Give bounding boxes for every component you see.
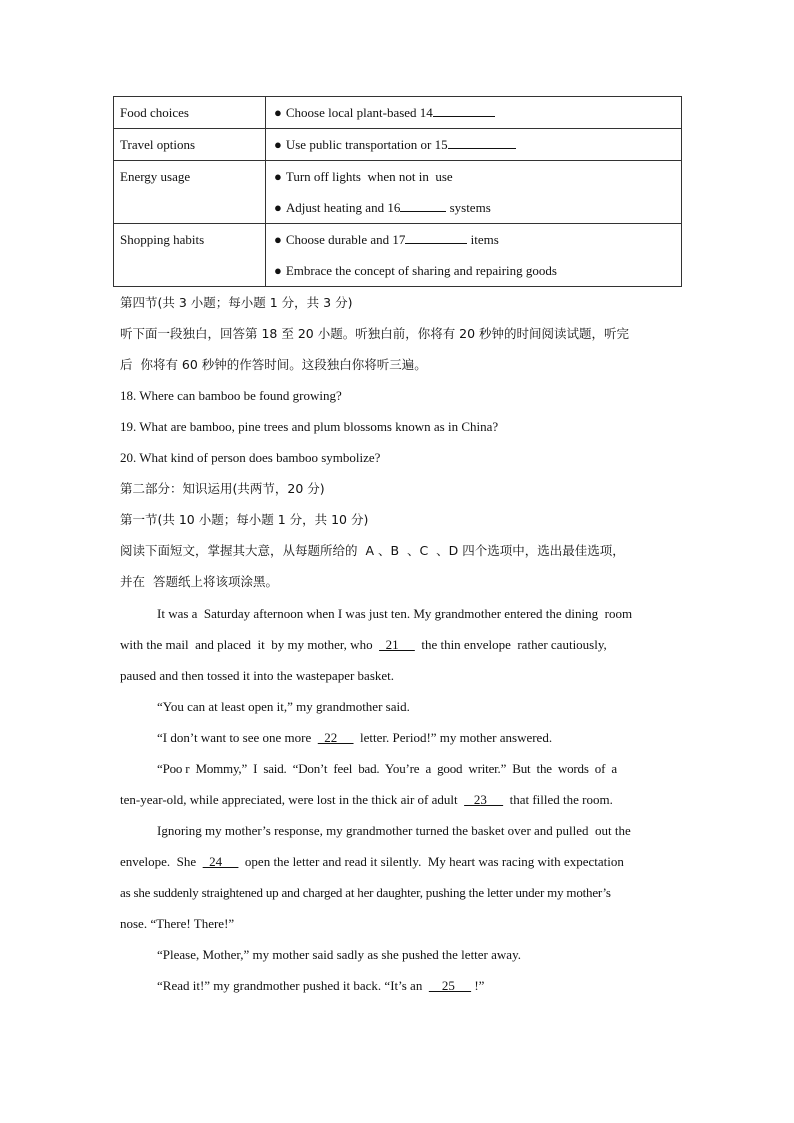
table-row: [114, 161, 682, 224]
category-label: Travel options: [120, 137, 195, 152]
action-text: Turn off lights when not in use: [285, 169, 453, 184]
passage-text: with the mail and placed it by my mother, who: [120, 637, 380, 652]
action-item: [274, 97, 681, 128]
section-heading: 第四节(共 3 小题；每小题 1 分，共 3 分): [120, 295, 353, 310]
passage-line: [120, 784, 680, 815]
passage-text: envelope. She: [120, 854, 203, 869]
action-item: [274, 224, 681, 255]
table-row: [114, 97, 682, 129]
passage-line: [120, 970, 680, 1001]
passage-text: that filled the room.: [503, 792, 613, 807]
category-cell: [114, 161, 266, 224]
section4: [120, 287, 680, 597]
bullet-icon: ●: [274, 263, 282, 278]
table-row: [114, 129, 682, 161]
instruction-text: 后 你将有 60 秒钟的作答时间。这段独白你将听三遍。: [120, 357, 427, 372]
passage-line: [120, 846, 680, 877]
passage-line: paused and then tossed it into the wastepaper basket.: [120, 668, 395, 683]
question-19: 19. What are bamboo, pine trees and plum blossoms known as in China?: [120, 419, 499, 434]
bullet-icon: ●: [274, 105, 282, 120]
category-cell: [114, 129, 266, 161]
passage-text: open the letter and read it silently. My heart was racing with expectation: [238, 854, 624, 869]
passage-line: [120, 722, 680, 753]
instruction-text: 听下面一段独白，回答第 18 至 20 小题。听独白前，你将有 20 秒钟的时间阅读试题，听完: [120, 326, 630, 341]
action-text: Use public transportation or 15: [285, 137, 448, 152]
answer-blank-22: 22: [317, 730, 354, 745]
eco-tips-table: [113, 96, 682, 287]
question-18: 18. Where can bamboo be found growing?: [120, 388, 342, 403]
action-text: Adjust heating and 16: [285, 200, 401, 215]
action-text-tail: items: [467, 232, 499, 247]
part-heading: 第二部分：知识运用(共两节，20 分): [120, 481, 325, 496]
bullet-icon: ●: [274, 232, 282, 247]
action-cell: [266, 161, 682, 224]
answer-blank-15: [448, 135, 516, 149]
bullet-icon: ●: [274, 169, 282, 184]
passage-line: Ignoring my mother’s response, my grandmother turned the basket over and pulled out the: [157, 823, 631, 838]
action-cell: [266, 224, 682, 287]
action-text: Choose local plant-based 14: [285, 105, 433, 120]
category-label: Food choices: [120, 105, 189, 120]
answer-blank-21: 21: [379, 637, 415, 652]
answer-blank-25: 25: [428, 978, 472, 993]
action-text-tail: systems: [446, 200, 491, 215]
passage-line: “You can at least open it,” my grandmother said.: [157, 699, 410, 714]
bullet-icon: ●: [274, 137, 282, 152]
passage-line: [120, 629, 680, 660]
answer-blank-14: [433, 103, 495, 117]
category-cell: [114, 97, 266, 129]
answer-blank-24: 24: [202, 854, 239, 869]
passage-text: the thin envelope rather cautiously,: [414, 637, 607, 652]
passage-line: nose. “There! There!”: [120, 916, 235, 931]
passage-line: “Poo r Mommy,” I said. “Don’t feel bad. You’re a good writer.” But the words of a: [157, 761, 617, 776]
action-item: [274, 161, 681, 192]
table-row: [114, 224, 682, 287]
category-cell: [114, 224, 266, 287]
question-20: 20. What kind of person does bamboo symbolize?: [120, 450, 381, 465]
bullet-icon: ●: [274, 200, 282, 215]
passage-text: ten-year-old, while appreciated, were lost in the thick air of adult: [120, 792, 465, 807]
action-item: [274, 192, 681, 223]
instruction-text: 并在 答题纸上将该项涂黑。: [120, 574, 278, 589]
passage-text: “I don’t want to see one more: [157, 730, 318, 745]
action-text: Choose durable and 17: [285, 232, 406, 247]
passage-line: as she suddenly straightened up and charged at her daughter, pushing the letter under my mother’s: [120, 885, 611, 900]
passage-text: !”: [471, 978, 485, 993]
section-heading: 第一节(共 10 小题；每小题 1 分，共 10 分): [120, 512, 369, 527]
cloze-passage: [120, 598, 680, 1001]
instruction-text: 阅读下面短文，掌握其大意，从每题所给的 A 、B 、C 、D 四个选项中，选出最佳选项，: [120, 543, 625, 558]
answer-blank-23: 23: [464, 792, 504, 807]
action-cell: [266, 129, 682, 161]
answer-blank-16: [400, 198, 446, 212]
passage-line: It was a Saturday afternoon when I was just ten. My grandmother entered the dining room: [157, 606, 633, 621]
action-item: [274, 255, 681, 286]
passage-text: “Read it!” my grandmother pushed it back. “It’s an: [157, 978, 429, 993]
passage-line: “Please, Mother,” my mother said sadly as she pushed the letter away.: [157, 947, 521, 962]
action-item: [274, 129, 681, 160]
action-text: Embrace the concept of sharing and repairing goods: [285, 263, 557, 278]
answer-blank-17: [405, 230, 467, 244]
category-label: Shopping habits: [120, 232, 205, 247]
category-label: Energy usage: [120, 169, 191, 184]
action-cell: [266, 97, 682, 129]
passage-text: letter. Period!” my mother answered.: [353, 730, 553, 745]
